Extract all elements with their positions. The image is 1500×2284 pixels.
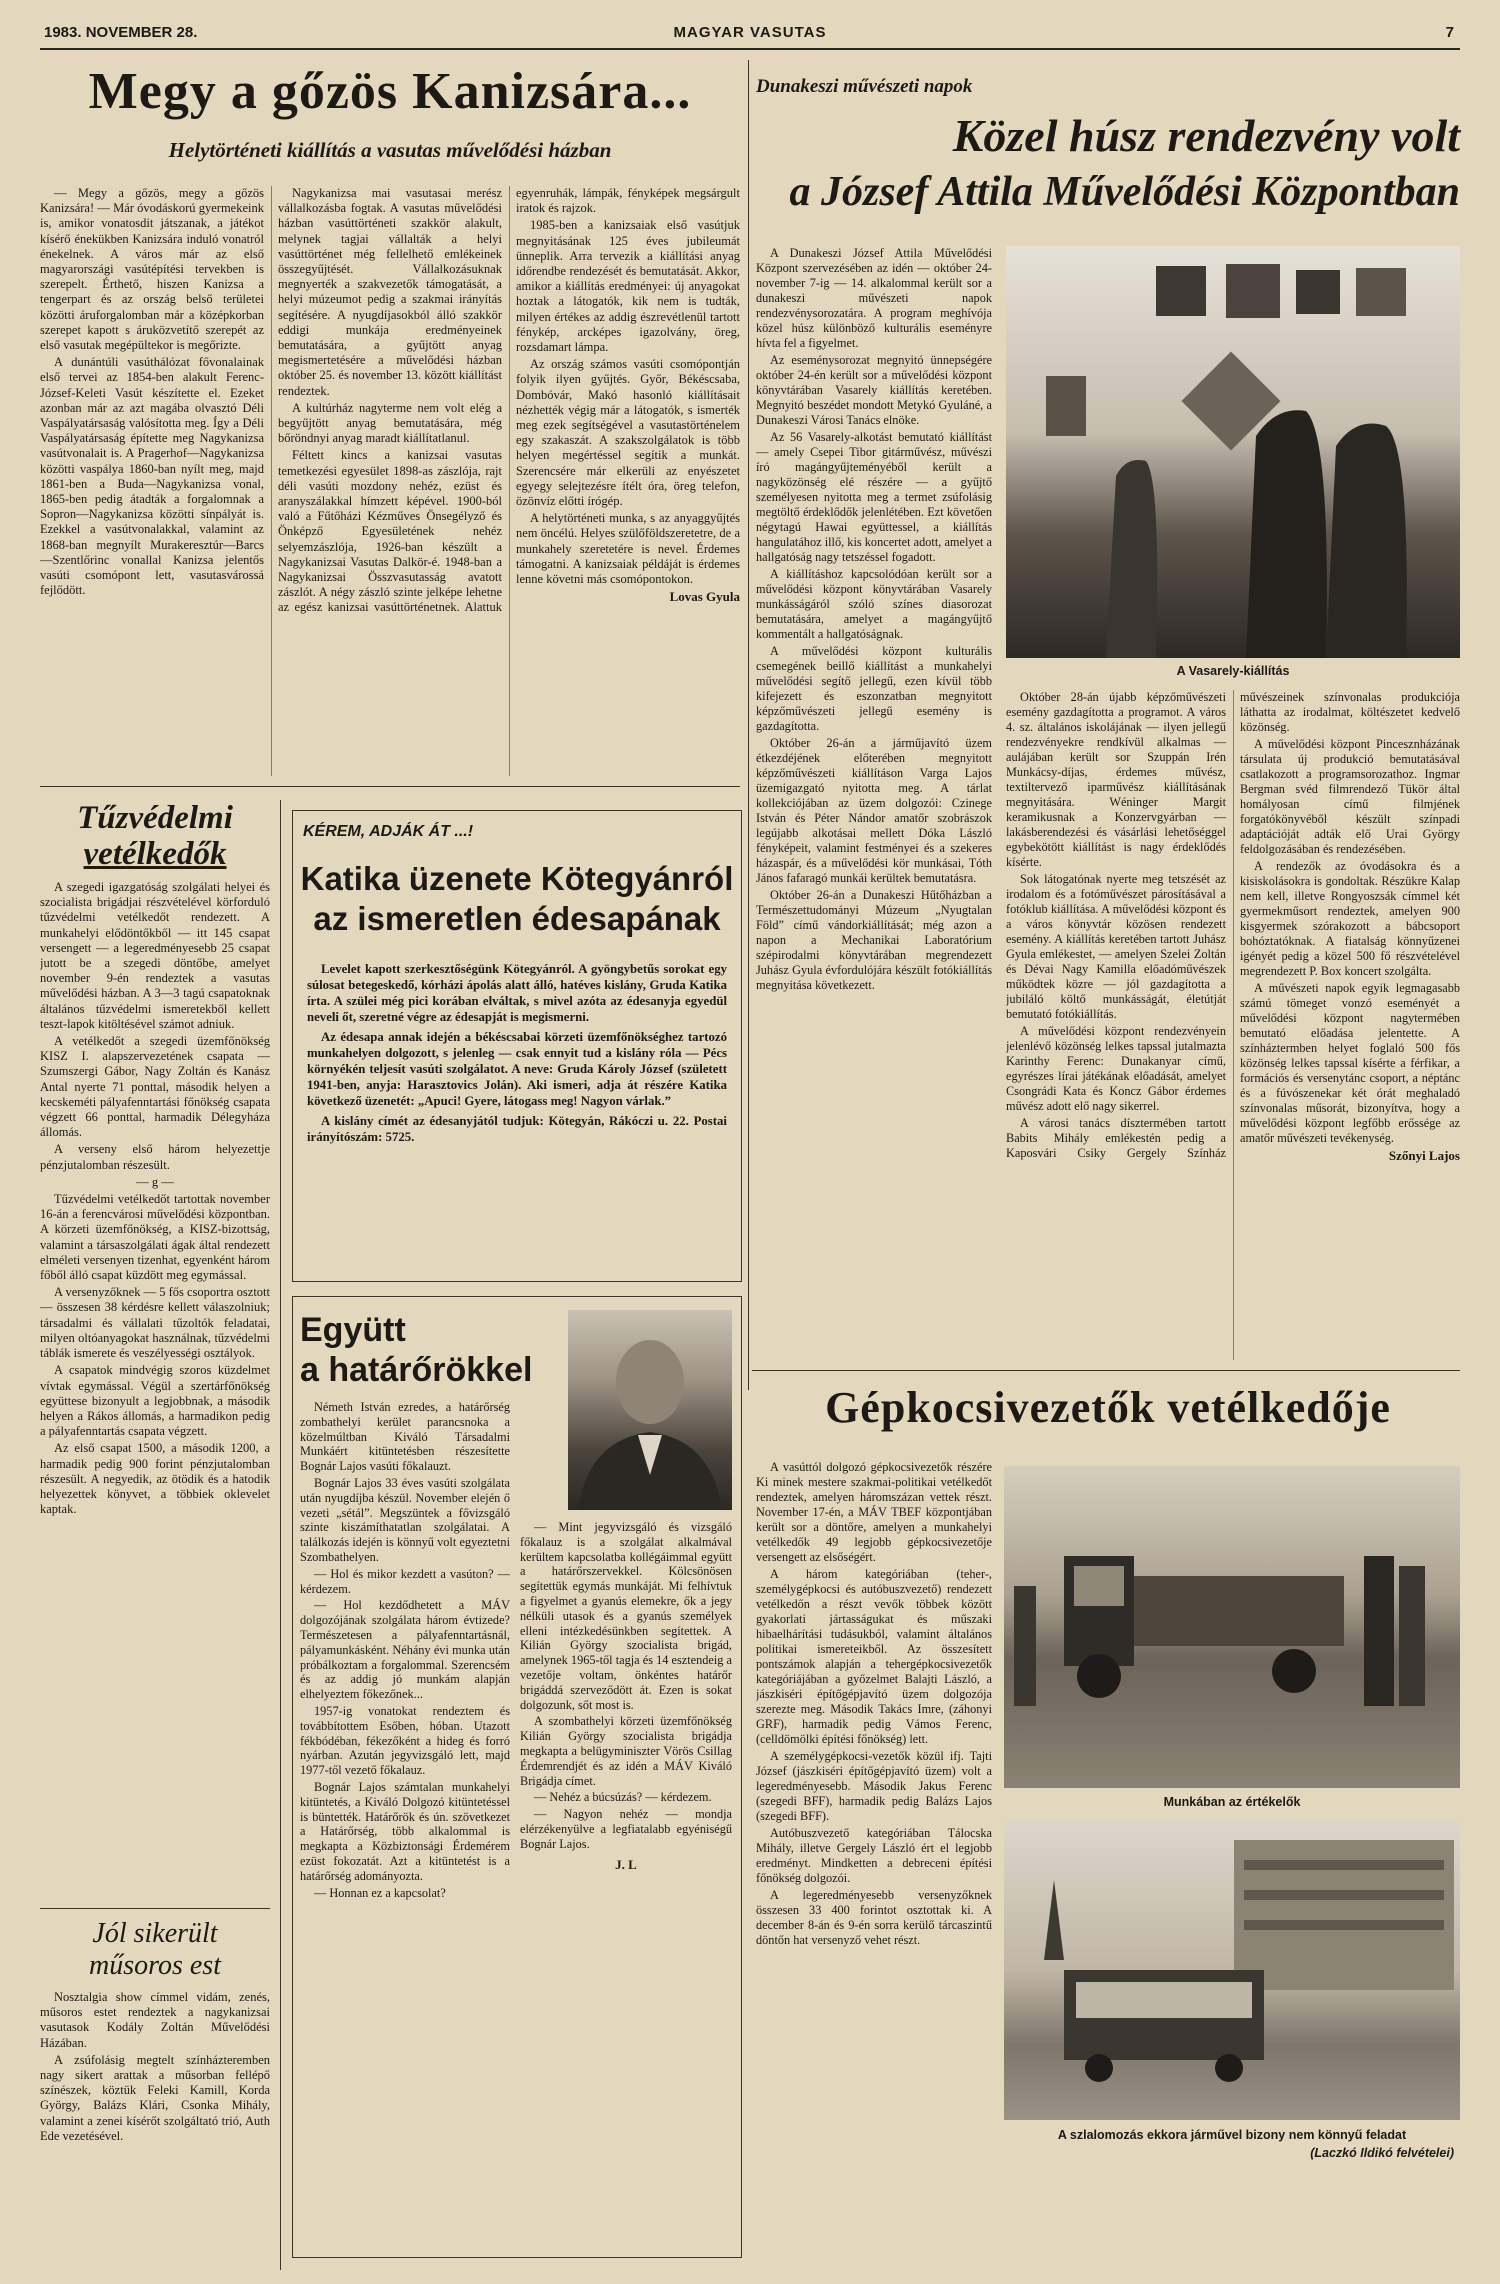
art2-para: Tűzvédelmi vetélkedőt tartottak november 16-án a ferencvárosi művelődési központban. A körzeti üzemfőnökség, a KISZ-bizottság, valamint a társaszolgálati ágak által rendezett elméleti versenyen tizenhat, egyenként három főből álló csapat küzdött meg egymással. bbox=[40, 1192, 270, 1283]
art5-para: A szombathelyi körzeti üzemfőnökség Kilián György szocialista brigádja megkapta a belügyminiszter Vörös Csillag Érdemrendjét és az idén a MÁV Kiváló Brigádja címet. bbox=[520, 1714, 732, 1788]
art2-para: A versenyzőknek — 5 fős csoportra osztott — összesen 38 kérdésre kellett válaszolniuk; társadalmi és vállalati tűzoltók feladatai, milyen oltóanyagokat használnak, tűzvédelmi táblák ismerete és veszélyességi osztályok. bbox=[40, 1285, 270, 1361]
art4-para: A kislány címét az édesanyjától tudjuk: Kötegyán, Rákóczi u. 22. Postai irányítószám: 5725. bbox=[307, 1114, 727, 1144]
art5-title bbox=[300, 1310, 560, 1390]
art2-title-line1: Tűzvédelmi bbox=[77, 800, 233, 836]
art2-para: A vetélkedőt a szegedi üzemfőnökség KISZ I. alapszervezetének csapata — Szumszergi Gábor, Nagy Zoltán és Kanász Antal nyerte 71 ponttal, második helyen a kecskeméti pályafenntartási főnökség csapata végzett 66 ponttal, harmadik Délegyháza állomás. bbox=[40, 1034, 270, 1140]
art6-photo-caption: A Vasarely-kiállítás bbox=[1176, 664, 1290, 678]
art6-para: Október 26-án a Dunakeszi Hűtőházban a Természettudományi Múzeum „Nyugtalan Föld” című vándorkiállítását; még azon a napon a Mechanikai Laboratórium szépirodalmi könyvtárában megrendezett Juhász Gyula évfordulójára készült fotókiállítás megnyitása következett. bbox=[756, 888, 992, 992]
art1-para: Nagykanizsa mai vasutasai merész vállalkozásba fogtak. A vasutas művelődési házban vasúttörténeti szakkör alakult, melynek tagjai vállalták a helyi vasúttörténet még fellelhető emlékeinek összegyűjtését. Vállalkozásuknak megnyerték a szakvezetők támogatását, a helyi múzeumot pedig a szakmai irányítás segítésére. A nyugdíjasokból álló szakkör eddigi munkája eredményeinek bemutatására, a gyűjtött anyag megismertetésére a művelődési házban október 25. és november 13. között kiállítást rendeztek. bbox=[278, 186, 502, 398]
art2-title bbox=[40, 800, 270, 872]
art7-title: Gépkocsivezetők vetélkedője bbox=[825, 1383, 1391, 1432]
art7-para: Autóbuszvezető kategóriában Tálocska Mihály, illetve Gergely László ért el legjobb eredményt. Mindketten a debreceni építési főnökség dolgozói. bbox=[756, 1826, 992, 1885]
bus-photo bbox=[1004, 1820, 1460, 2120]
art4-para: Az édesapa annak idején a békéscsabai körzeti üzemfőnökséghez tartozó munkahelyen dolgozott, s jelenleg — csak ennyit tud a kislány róla — Pécs környékén teljesít vasúti szolgálatot. A neve: Gruda Károly József (született 1941-ben, anyja: Harasztovics Jolán). Aki ismeri, adja át részére Katika következő üzenetét: „Apuci! Gyere, látogass meg! Nagyon várlak.” bbox=[307, 1030, 727, 1108]
newspaper-name: MAGYAR VASUTAS bbox=[673, 24, 827, 41]
art6-kicker: Dunakeszi művészeti napok bbox=[756, 76, 973, 97]
art6-para: A művészeti napok egyik legmagasabb számú tömeget vonzó eseményét a művelődési központ nagytermében bemutató előadása jelentette. A színháztermben helyet foglaló 500 fős közönség lelkes tapssal kísérte a férfikar, a formációs és versenytánc csoport, a néptánc és a fúvószenekar két órát meghaladó színvonalas műsorát, bizonyítva, hogy a művelődési központ legfőbb erőssége az amatőr művészeti tevékenység. bbox=[1240, 981, 1460, 1145]
art5-para: Bognár Lajos 33 éves vasúti szolgálata után nyugdíjba készül. November elején ő vezeti „sétál”. Megszüntek a fővizsgáló szinte kiszámíthatatlan szolgálatai. A találkozás idején is könnyű volt egyeztetni Szombathelyen. bbox=[300, 1475, 510, 1564]
art1-para: Az ország számos vasúti csomópontján folyik ilyen gyűjtés. Győr, Békéscsaba, Dombóvár, Makó hasonló kiállításait nézhették végig már a látogatók, s ismerték meg ezek segítségével a vasutastörténelem egy szakaszát. A szakszolgálatok is több helyen megértéssel segítik a munkát. Szerencsére már elkerüli az enyészetet egyegy selejtezésre ítélt óra, öreg telefon, özönvíz előtti írógép. bbox=[516, 357, 740, 509]
art7-body bbox=[756, 1460, 992, 2260]
art4-title-line1: Katika üzenete Kötegyánról bbox=[300, 860, 734, 897]
art5-body-b bbox=[520, 1520, 732, 2250]
art2-para: A csapatok mindvégig szoros küzdelmet vívtak egymással. Végül a szertárfőnökség együttese bizonyult a legjobbnak, a második helyen a Rákos állomás, a harmadikon pedig a pályafenntartás csapata végzett. bbox=[40, 1363, 270, 1439]
art1-para: A helytörténeti munka, s az anyaggyűjtés nem öncélú. Helyes szülőföldszeretetre, de a munkahely szeretetére is nevel. Érdemes támogatni. A kanizsaiak példáját is érdemes lenne követni más csomópontokon. bbox=[516, 511, 740, 587]
art1-para: A kultúrház nagyterme nem volt elég a begyűjtött anyag bemutatására, még bőröndnyi anyag maradt kiállítatlanul. bbox=[278, 400, 502, 446]
art6-para: Az 56 Vasarely-alkotást bemutató kiállítást — amely Csepei Tibor gitárművész, művészi író magángyűjteményéből került a nagyközönség elé részére — a gyűjtő személyesen nyitotta meg a termet zsúfolásig megtöltő érdeklődők jelenlétében. Ezt követően négytagú Hawai együttessel, a kiállítás hangulatához illő, kis koncertet adott, amelyet a hallgatóság nagy tetszéssel fogadott. bbox=[756, 430, 992, 564]
art1-para: 1985-ben a kanizsaiak első vasútjuk megnyitásának 125 éves jubileumát ünneplik. Arra tervezik a kiállítási anyag időrendbe rendezését és bemutatását. Akkor, amikor a kiállítás eredményei: új anyagokat hoztak a látogatók, kik nem is tudták, milyen értékes az addig észrevétlenül tartott fénykép, arcképes igazolvány, öreg, rozsdamart lámpa. bbox=[516, 218, 740, 355]
art4-body bbox=[307, 961, 727, 1271]
art3-title bbox=[40, 1918, 270, 1982]
truck-illustration bbox=[1004, 1466, 1460, 1788]
art6-para: Október 28-án újabb képzőművészeti esemény gazdagította a programot. A város 4. sz. általános iskolájának — ilyen jellegű rendezvényekre rendkívül alkalmas — aulájában került sor Szuppán Irén Munkácsy-díjas, érdemes művész, textiltervező iparművész kiállításának megnyitására. Wéninger Margit keramikusnak a Konzervgyárban — lakásberendezési és vásárlási lehetőséggel egybekötött kiállítást is nagy érdeklődés kísérte. bbox=[1006, 690, 1226, 869]
art7-photo2-caption: A szlalomozás ekkora járművel bizony nem könnyű feladat bbox=[1057, 2128, 1407, 2142]
art4-title bbox=[293, 859, 741, 939]
art2-para: — g — bbox=[136, 1174, 174, 1189]
art3-title-line1: Jól sikerült bbox=[92, 1918, 218, 1949]
art5-para: — Nagyon nehéz — mondja elérzékenyülve a legfiatalabb egyéniségű Bognár Lajos. bbox=[520, 1807, 732, 1851]
art5-para: — Mint jegyvizsgáló és vizsgáló főkalauz is a szolgálat alkalmával kerültem kapcsolatba kollégáimmal együtt a határőrszervekkel. Kölcsönösen segítettük egymás munkáját. Mi felhívtuk a figyelmet a gyanús elemekre, ők a jegy nélküli utasok és a gyanús személyek elleni intézkedésünkben segítettek. A Kilián György szocialista brigád, amelynek 1965-től tagja és 14 esztendeig a vezetője voltam, önkéntes határőr brigáddá szerveződött át. Ezen is sokat dolgozunk, sőt most is. bbox=[520, 1520, 732, 1712]
art6-body-b bbox=[1006, 690, 1460, 1360]
art5-title-line1: Együtt bbox=[300, 1311, 406, 1349]
art5-para: Bognár Lajos számtalan munkahelyi kitüntetés, a Kiváló Dolgozó kitüntetéssel is büntették. Határőrök és ún. szövetkezet a Határőrség, több alkalommal is megkapta a Közbiztonsági Érdemérem ezüst fokozatát. Azt a kitüntetést is a határőrség adományozta. bbox=[300, 1779, 510, 1883]
portrait-illustration bbox=[568, 1310, 732, 1510]
section-rule bbox=[40, 786, 740, 787]
section-rule bbox=[752, 1370, 1460, 1371]
art5-para: — Hol kezdődhetett a MÁV dolgozójának szolgálata három évtizede? Természetesen a pályafenntartásnál, pályamunkásként. Néhány évi munka után próbálkoztam a forgalommal. Szerencsém és az addig jó munkám alapján elhelyeztem főkezőnek... bbox=[300, 1598, 510, 1702]
art6-para: Az eseménysorozat megnyitó ünnepségére október 24-én került sor a művelődési központ könyvtárában Vasarely kiállítás keretében. Megnyitó beszédet mondott Metykó Gyuláné, a Dunakeszi Városi Tanács elnöke. bbox=[756, 353, 992, 427]
art6-title-line2: a József Attila Művelődési Központban bbox=[789, 169, 1460, 215]
art6-para: Október 26-án a járműjavító üzem étkezdéjének előterében megnyitott képzőművészeti kiállításon Varga Lajos üzemigazgató nyitotta meg. A tárlat kollekciójában az üzem dolgozói: Czinege István és Péter Nándor amatőr szobrászok legújabb alkotásai mellett Dóka László fényképeit, valamint festményei és a szekeres házaspár, és a művelődési kör munkásai, Tóth János fafaragó munkái kerültek bemutatásra. bbox=[756, 736, 992, 885]
art5-para: 1957-ig vonatokat rendeztem és továbbítottem Esőben, hóban. Utazott fékbódéban, fékezőként a hideg és forró nyárban. Azután jegyvizsgáló lett, majd 1977-től vezető főkalauz. bbox=[300, 1703, 510, 1778]
art7-photo1-caption: Munkában az értékelők bbox=[1163, 1795, 1301, 1809]
art5-para: Németh István ezredes, a határőrség zombathelyi kerület parancsnoka a közelmúltban Kiváló Társadalmi Munkáért kitüntetésben részesítette Bognár Lajos vasúti főkalauzt. bbox=[300, 1400, 510, 1474]
art3-para: A zsúfolásig megtelt színházteremben nagy sikert arattak a műsorban fellépő színészek, köztük Feleki Kamill, Korda György, Balázs Klári, Csonka Mihály, valamint a zenei kísérőt szolgáltató trió, Auth Ede vezetésével. bbox=[40, 2052, 270, 2143]
truck-photo bbox=[1004, 1466, 1460, 1788]
art4-box bbox=[292, 810, 742, 1282]
art1-para: A dunántúli vasúthálózat fővonalainak első tervei az 1854-ben alakult Ferenc-József-Keleti Vasút készítette el. Ezeket azonban már az azt magába olvasztó Déli Vaspályatársaság valósította meg. Így a Déli Vaspályatársaság építette meg Nagykanizsa vasútvonalait is. A Pragerhof—Nagykanizsa közötti vaspálya 1860-ban nyílt meg, majd 1861-ben a Buda—Nagykanizsa vonal, 1865-ben pedig átadták a forgalomnak a Sopron—Nagykanizsa közötti sínpályát is. Ezekkel a vasútvonalakkal, valamint az 1868-ban megnyílt Murakeresztúr—Barcs—Szentlőrinc vonallal Kanizsa jelentős vasúti csomópont lett, vasutasvárossá fejlődött. bbox=[40, 355, 264, 598]
art5-author: J. L bbox=[615, 1856, 637, 1872]
art7-para: A legeredményesebb versenyzőknek összesen 33 400 forintot osztottak ki. A december 8-án és 9-én sorra kerülő tárcaszintű döntőn hat versenyző vehet részt. bbox=[756, 1888, 992, 1947]
art6-para: A művelődési központ Pincesznházának társulata új produkció bemutatásával csatlakozott a programsorozathoz. Ingmar Bergman svéd filmrendező Tükör által homályosan című filmjének forgatókönyvéből készült színpadi adaptációját adták elő Urai György feldolgozásában és rendezésében. bbox=[1240, 737, 1460, 856]
vasarely-photo bbox=[1006, 246, 1460, 658]
art1-body bbox=[40, 186, 740, 776]
art7-para: A három kategóriában (teher-, személygépkocsi és autóbuszvezető) rendezett vetélkedőn a részt vevők többek között gyakorlati jártasságukat és műszaki hibaelhárítási tudásukból, valamint általános politikai ismereteikből. Az összesített pontszámok alapján a tehergépkocsivezetők kategóriájában a győzelmet Balajti László, a jászkiséri építőgépjavító üzem dolgozója szerezte meg. Második Takács Imre, (záhonyi GRF), harmadik pedig Vámos Ferenc, (celldömölki építési főnökség) lett. bbox=[756, 1567, 992, 1746]
art1-para: — Megy a gőzös, megy a gőzös Kanizsára! — Már óvodáskorú gyermekeink is, amikor vonatosdit játszanak, a játékot kísérő énekükben Kanizsára induló vonatról énekelnek. A város már az első magyarországi vasútépítési tervekben is szerepelt. Érthető, hiszen Kanizsa a tengerpart és az ország belső területei közötti áruforgalomban már a középkorban szerepet kapott s áruközvetítő szerepét az első vasutak megépültekor is megőrizte. bbox=[40, 186, 264, 353]
art3-body bbox=[40, 1990, 270, 2270]
art5-para: — Honnan ez a kapcsolat? bbox=[314, 1885, 446, 1900]
column-divider bbox=[280, 800, 281, 2270]
bus-illustration bbox=[1004, 1820, 1460, 2120]
art4-kicker: KÉREM, ADJÁK ÁT ...! bbox=[303, 823, 474, 840]
art3-title-line2: műsoros est bbox=[89, 1950, 221, 1981]
art3-para: Nosztalgia show címmel vidám, zenés, műsoros estet rendeztek a nagykanizsai vasutasok Kodály Zoltán Művelődési Házában. bbox=[40, 1990, 270, 2050]
art5-title-line2: a határőrökkel bbox=[300, 1351, 533, 1389]
vasarely-illustration bbox=[1006, 246, 1460, 658]
art6-para: A művelődési központ rendezvényein jelenlévő közönség lelkes tapssal jutalmazta Karinthy Ferenc: Dunakanyar című, egyrészes lírai játékának előadását, amelyet Csongrádi Kata és Koncz Gábor érdemes művész adott elő nagy sikerrel. bbox=[1006, 1024, 1226, 1113]
art2-para: Az első csapat 1500, a második 1200, a harmadik pedig 900 forint pénzjutalomban részesült. A negyedik, az ötödik és a hatodik helyezettek könyvet, a többiek oklevelet kaptak. bbox=[40, 1441, 270, 1517]
art6-author: Szőnyi Lajos bbox=[1388, 1148, 1460, 1163]
art1-title: Megy a gőzös Kanizsára... bbox=[88, 63, 692, 120]
art6-para: Sok látogatónak nyerte meg tetszését az irodalom és a fotóművészet párosításával a fotóklub kiállítása. A művelődési központ és a város könyvtár közösen rendezett esemény. A kiállítás keretében tartott Juhász Gyula emlékestet, — amelyen Szelei Zoltán és Dévai Nagy Kamilla előadóművészek működtek közre — jól gazdagította a jubiláló költő munkásságát, életútját bemutató fotókiállítás. bbox=[1006, 872, 1226, 1021]
art7-photo2-credit: (Laczkó Ildikó felvételei) bbox=[1310, 2146, 1454, 2160]
art6-para: A kiállításhoz kapcsolódóan került sor a művelődési központ könyvtárában Vasarely munkásságáról szóló színes diasorozat bemutatására, amelyet a magángyűjtő kommentált a hallgatóságnak. bbox=[756, 567, 992, 641]
art5-body-a bbox=[300, 1400, 510, 2250]
art2-title-line2: vetélkedők bbox=[83, 836, 227, 872]
art6-title bbox=[756, 108, 1460, 220]
art6-para: A művelődési központ kulturális csemegének beillő kiállítást a munkahelyi művelődési segítő jellegű, ezen kívül több kifejezett és eszonzatban megnyitott képzőművészeti jellegű esemény is gazdagította. bbox=[756, 644, 992, 733]
art4-title-line2: az ismeretlen édesapának bbox=[313, 900, 721, 937]
art4-para: Levelet kapott szerkesztőségünk Kötegyánról. A gyöngybetűs sorokat egy súlosat betegeskedő, kórházi ápolás alatt álló, hatéves kislány, Gruda Katika írta. A szülei még pici korában elváltak, s mivel azóta az édesanyja egyedül neveli őt, szeretné végre az édesapját is megismerni. bbox=[307, 962, 727, 1024]
section-rule bbox=[40, 1908, 270, 1909]
column-divider bbox=[748, 60, 749, 1390]
art1-author: Lovas Gyula bbox=[669, 589, 740, 605]
art2-para: A verseny első három helyezettje pénzjutalomban részesült. bbox=[40, 1142, 270, 1172]
art6-para: A Dunakeszi József Attila Művelődési Központ szervezésében az idén — október 24-november 7-ig — 14. alkalommal került sor a dunakeszi művészeti napok rendezvénysorozatára. A program meghívója közel húsz különböző kulturális eseményre hívta fel a figyelmet. bbox=[756, 246, 992, 350]
art1-para: Féltett kincs a kanizsai vasutas temetkezési egyesület 1898-as zászlója, rajt déli vasúti mozdony nehéz, ezüst és aranyszálakkal hímzett képével. 1900-ból való a Fűtőházi Kézműves Önsegélyző és Önképző Egyesületének nehéz selyemzászlója, 1926-ban készült a Nagykanizsai Vasutas Dalkör-é. 1948-ban a Nagykanizsai Összvasutasság avatott zászlót. A négy zászló szinte jelképe lehetne az egész kanizsai vasúttörténetnek. Alattuk egyenruhák, lámpák, fényképek megsárgult iratok és rajzok. bbox=[278, 186, 740, 615]
art6-title-line1: Közel húsz rendezvény volt bbox=[952, 110, 1460, 161]
page-number: 7 bbox=[1445, 24, 1454, 41]
art7-para: A személygépkocsi-vezetők közül ifj. Tajti József (jászkiséri építőgépjavító üzem) volt a legeredményesebb. Második Jakus Ferenc (szegedi BFF), harmadik pedig Balázs Lajos (szegedi BFF). bbox=[756, 1749, 992, 1823]
art2-body bbox=[40, 880, 270, 1900]
art7-para: A vasúttól dolgozó gépkocsivezetők részére Ki minek mestere szakmai-politikai vetélkedőt rendeztek, amelyen háromszázan vettek részt. November 17-én, a MÁV TBEF központjában került sor a döntőre, amelyen a munkahelyi vetélkedők 49 legjobb gépkocsivezetője versengett az elsőségért. bbox=[756, 1460, 992, 1564]
page-header bbox=[40, 18, 1460, 50]
art5-para: — Hol és mikor kezdett a vasúton? — kérdezem. bbox=[300, 1566, 510, 1596]
art2-para: A szegedi igazgatóság szolgálati helyei és szocialista brigádjai részvételével körforduló tűzvédelmi vetélkedőt rendezett. A munkahelyi elődöntőkből — itt 145 csapat versengett — a legeredményesebb 25 csapat jutott be a szegedi döntőbe, amelyet november 9-én rendeztek a vasutas művelődési házban. A 3—3 tagú csapatoknak általános tűzvédelmi ismeretekből kellett teszt-lapok kitöltésével számot adniuk. bbox=[40, 880, 270, 1031]
art5-para: — Nehéz a búcsúzás? — kérdezem. bbox=[534, 1790, 712, 1805]
art6-body-a bbox=[756, 246, 992, 1246]
portrait-photo bbox=[568, 1310, 732, 1510]
art6-para: A rendezők az óvodásokra és a kisiskolásokra is gondoltak. Részükre Kalap nem kell, illetve Rongyoszsák címmel két gyermekműsort rendeztek, amelyen 900 kisgyermek szórakozott a bábcsoport bohóztatóknak. A fiatalság könnyűzenei igényét pedig a közel 500 fő részvételével megrendezett P. Box koncert szolgálta. bbox=[1240, 859, 1460, 978]
art6-para: A városi tanács dísztermében tartott Babits Mihály emlékestén pedig a Kaposvári Csiky Gergely Színház művészeinek színvonalas produkciója láthatta az irodalmat, költészetet kedvelő közönség. bbox=[1006, 690, 1460, 1160]
art1-subtitle: Helytörténeti kiállítás a vasutas művelődési házban bbox=[168, 138, 612, 162]
issue-date: 1983. NOVEMBER 28. bbox=[44, 24, 198, 41]
